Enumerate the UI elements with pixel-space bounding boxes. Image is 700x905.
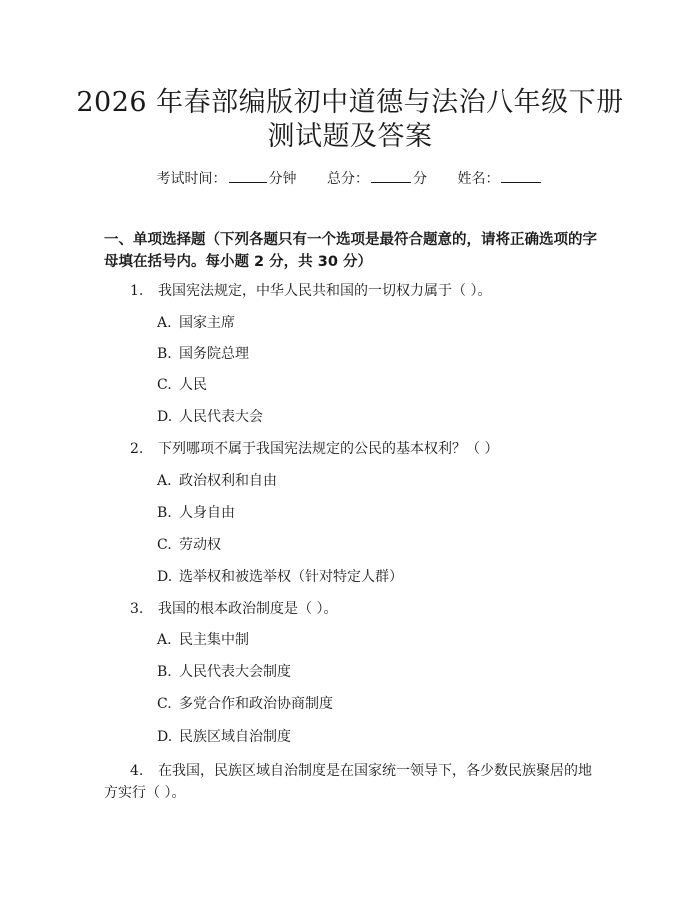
option-letter: D. bbox=[157, 729, 173, 745]
total-score-label: 总分： bbox=[327, 171, 369, 187]
option-letter: C. bbox=[157, 696, 172, 712]
question-number: 2. bbox=[130, 441, 144, 457]
question-1-option-a bbox=[157, 313, 235, 333]
option-text: 人民代表大会制度 bbox=[179, 664, 291, 680]
question-1-option-d bbox=[157, 407, 263, 427]
option-letter: B. bbox=[157, 346, 172, 362]
option-letter: D. bbox=[157, 409, 173, 425]
student-name-blank bbox=[501, 168, 541, 183]
question-3-option-a bbox=[157, 630, 249, 650]
total-score bbox=[327, 168, 427, 189]
option-text: 国家主席 bbox=[179, 315, 235, 331]
question-3-option-d bbox=[157, 727, 291, 747]
option-text: 人民 bbox=[179, 377, 207, 393]
question-1 bbox=[130, 280, 610, 302]
student-name-label: 姓名： bbox=[457, 171, 500, 187]
question-3-option-b bbox=[157, 662, 291, 682]
option-text: 人身自由 bbox=[179, 505, 235, 521]
option-text: 政治权利和自由 bbox=[179, 473, 277, 489]
question-number: 1. bbox=[130, 283, 144, 299]
question-text: 下列哪项不属于我国宪法规定的公民的基本权利？（ ） bbox=[158, 441, 499, 457]
total-score-blank bbox=[371, 168, 411, 183]
document-title-line-1: 2026 年春部编版初中道德与法治八年级下册 bbox=[76, 87, 624, 118]
option-letter: C. bbox=[157, 377, 172, 393]
option-text: 人民代表大会 bbox=[179, 409, 263, 425]
option-letter: A. bbox=[157, 632, 172, 648]
question-number: 3. bbox=[130, 601, 144, 617]
option-letter: D. bbox=[157, 569, 173, 585]
option-letter: C. bbox=[157, 537, 172, 553]
exam-info bbox=[0, 168, 700, 189]
question-4 bbox=[104, 760, 604, 804]
option-text: 民主集中制 bbox=[179, 632, 249, 648]
question-2-option-d bbox=[157, 567, 403, 587]
question-2 bbox=[130, 438, 610, 460]
option-letter: B. bbox=[157, 505, 172, 521]
question-text: 在我国，民族区域自治制度是在国家统一领导下，各少数民族聚居的地方实行（ ）。 bbox=[104, 763, 592, 801]
total-score-unit: 分 bbox=[413, 171, 427, 187]
exam-time-unit: 分钟 bbox=[268, 171, 297, 187]
question-number: 4. bbox=[130, 763, 144, 779]
question-2-option-b bbox=[157, 503, 235, 523]
option-text: 国务院总理 bbox=[179, 346, 249, 362]
question-text: 我国宪法规定，中华人民共和国的一切权力属于（ ）。 bbox=[158, 283, 492, 299]
option-text: 劳动权 bbox=[179, 537, 221, 553]
option-text: 民族区域自治制度 bbox=[179, 729, 291, 745]
question-1-option-b bbox=[157, 344, 249, 364]
question-text: 我国的根本政治制度是（ ）。 bbox=[158, 601, 338, 617]
option-text: 多党合作和政治协商制度 bbox=[179, 696, 333, 712]
exam-time-label: 考试时间： bbox=[156, 171, 227, 187]
exam-time bbox=[157, 168, 297, 189]
question-3 bbox=[130, 598, 610, 620]
document-title-line-2: 测试题及答案 bbox=[267, 121, 433, 152]
question-2-option-c bbox=[157, 535, 221, 555]
section-heading: 一、单项选择题（下列各题只有一个选项是最符合题意的，请将正确选项的字母填在括号内。每小题 2 分，共 30 分） bbox=[104, 232, 597, 270]
option-letter: B. bbox=[157, 664, 172, 680]
question-3-option-c bbox=[157, 694, 333, 714]
option-text: 选举权和被选举权（针对特定人群） bbox=[179, 569, 403, 585]
exam-time-blank bbox=[229, 168, 267, 183]
question-1-option-c bbox=[157, 375, 207, 395]
option-letter: A. bbox=[157, 315, 172, 331]
question-2-option-a bbox=[157, 471, 277, 491]
student-name bbox=[457, 168, 543, 189]
option-letter: A. bbox=[157, 473, 172, 489]
